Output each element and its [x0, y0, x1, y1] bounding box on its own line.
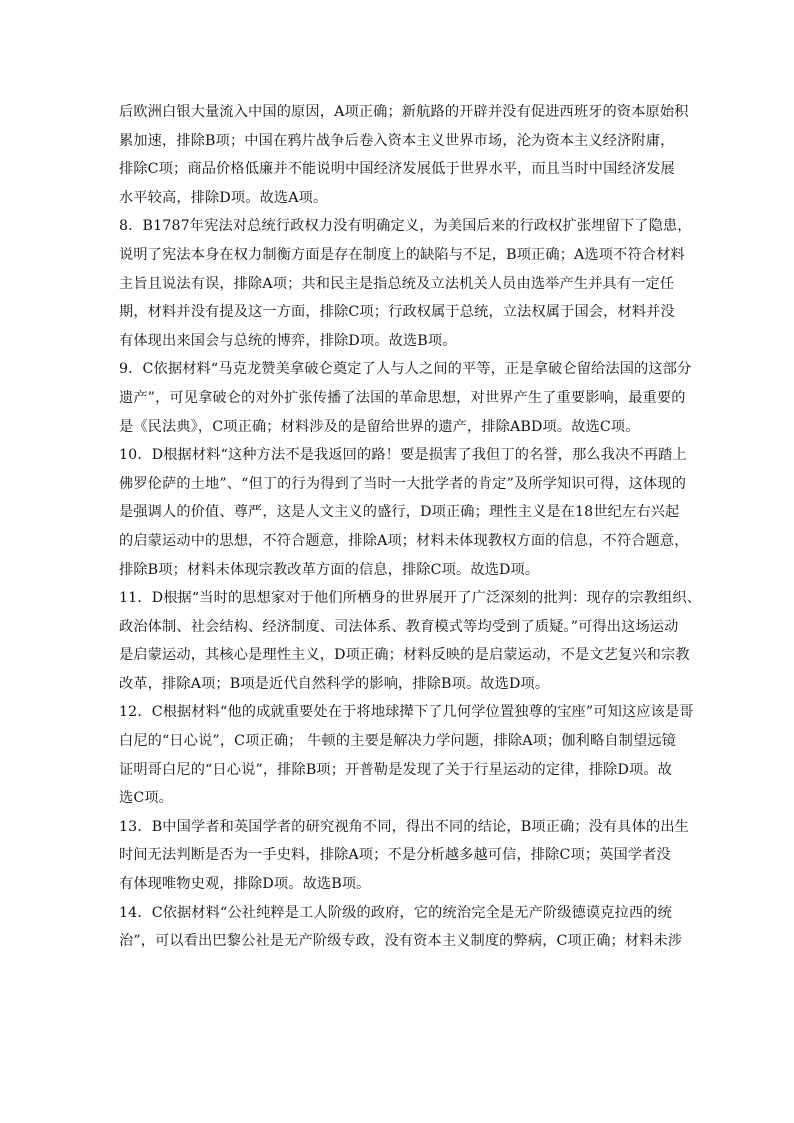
- text-line: 有体现出来国会与总统的博弈，排除D项。故选B项。: [119, 332, 457, 349]
- text-line: 主旨且说法有误，排除A项；共和民主是指总统及立法机关人员由选举产生并具有一定任: [119, 275, 675, 292]
- text-line: 的启蒙运动中的思想，不符合题意，排除A项；材料未体现教权方面的信息，不符合题意，: [119, 532, 689, 549]
- text-line: 有体现唯物史观，排除D项。故选B项。: [119, 876, 371, 893]
- text-line: 证明哥白尼的“日心说”，排除B项；开普勒是发现了关于行星运动的定律，排除D项。故: [119, 761, 673, 778]
- text-line: 9．C依据材料“马克龙赞美拿破仑奠定了人与人之间的平等，正是拿破仑留给法国的这部分: [119, 361, 692, 378]
- text-line: 政治体制、社会结构、经济制度、司法体系、教育模式等均受到了质疑。”可得出这场运动: [119, 618, 679, 635]
- text-line: 排除C项；商品价格低廉并不能说明中国经济发展低于世界水平，而且当时中国经济发展: [119, 161, 675, 178]
- text-line: 10．D根据材料“这种方法不是我返回的路！要是损害了我但丁的名誉，那么我决不再踏上: [119, 447, 687, 464]
- text-line: 时间无法判断是否为一手史料，排除A项；不是分析越多越可信，排除C项；英国学者没: [119, 847, 671, 864]
- text-line: 治”，可以看出巴黎公社是无产阶级专政，没有资本主义制度的弊病，C项正确；材料未涉: [119, 933, 683, 950]
- text-line: 累加速，排除B项；中国在鸦片战争后卷入资本主义世界市场，沦为资本主义经济附庸，: [119, 132, 675, 149]
- text-line: 佛罗伦萨的土地”、“但丁的行为得到了当时一大批学者的肯定”及所学知识可得，这体现的: [119, 475, 687, 492]
- text-line: 14．C依据材料“公社纯粹是工人阶级的政府，它的统治完全是无产阶级德谟克拉西的统: [119, 904, 672, 921]
- text-line: 水平较高，排除D项。故选A项。: [119, 189, 328, 206]
- text-line: 后欧洲白银大量流入中国的原因，A项正确；新航路的开辟并没有促进西班牙的资本原始积: [119, 104, 689, 120]
- text-line: 是启蒙运动，其核心是理性主义，D项正确；材料反映的是启蒙运动，不是文艺复兴和宗教: [119, 647, 690, 664]
- text-line: 遗产”，可见拿破仑的对外扩张传播了法国的革命思想，对世界产生了重要影响，最重要的: [119, 389, 686, 406]
- text-line: 12．C根据材料“他的成就重要处在于将地球撵下了几何学位置独尊的宝座”可知这应该是哥: [119, 704, 694, 721]
- text-line: 13．B中国学者和英国学者的研究视角不同，得出不同的结论，B项正确；没有具体的出生: [119, 818, 689, 835]
- text-line: 期，材料并没有提及这一方面，排除C项；行政权属于总统，立法权属于国会，材料并没: [119, 304, 675, 321]
- text-line: 是强调人的价值、尊严，这是人文主义的盛行，D项正确；理性主义是在18世纪左右兴起: [119, 504, 680, 521]
- text-line: 8．B1787年宪法对总统行政权力没有明确定义，为美国后来的行政权扩张埋留下了隐患，: [119, 218, 692, 235]
- text-line: 排除B项；材料未体现宗教改革方面的信息，排除C项。故选D项。: [119, 561, 540, 578]
- text-line: 改革，排除A项；B项是近代自然科学的影响，排除B项。故选D项。: [119, 675, 550, 692]
- text-line: 白尼的“日心说”，C项正确； 牛顿的主要是解决力学问题，排除A项；伽利略自制望远镜: [119, 733, 677, 750]
- document-body: [119, 98, 702, 956]
- text-line: 11．D根据“当时的思想家对于他们所栖身的世界展开了广泛深刻的批判：现存的宗教组织、: [119, 590, 702, 607]
- text-line: 选C项。: [119, 790, 174, 807]
- text-line: 是《民法典》，C项正确；材料涉及的是留给世界的遗产，排除ABD项。故选C项。: [119, 418, 640, 435]
- text-line: 说明了宪法本身在权力制衡方面是存在制度上的缺陷与不足，B项正确；A选项不符合材料: [119, 246, 685, 263]
